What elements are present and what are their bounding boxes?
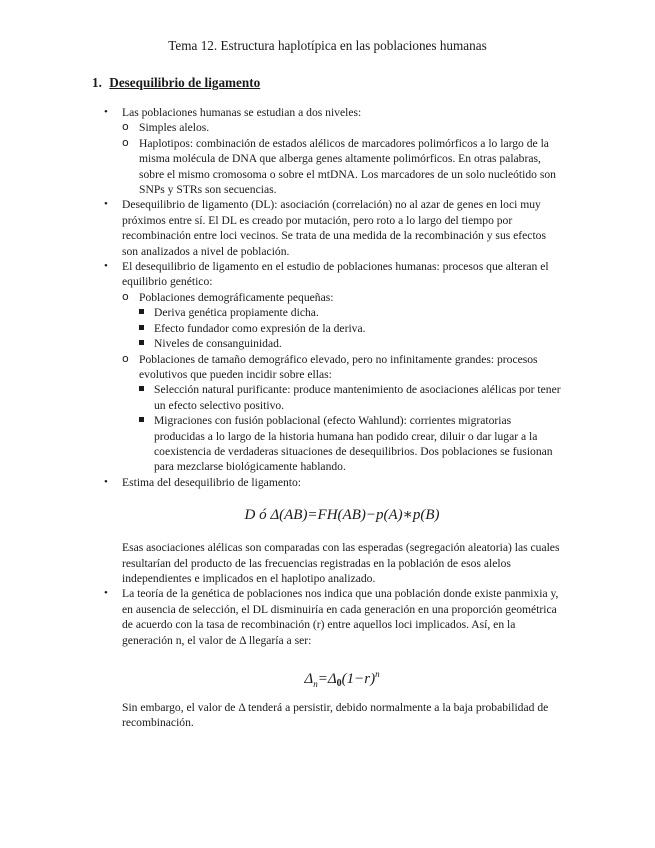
sub-list-item: [122, 290, 562, 352]
section-number: 1.: [92, 75, 102, 90]
bullet-marker: •: [104, 198, 108, 211]
sub-list-item: [122, 120, 562, 135]
sub-list: [122, 290, 562, 475]
sub-sub-list-item-text: Selección natural purificante: produce mantenimiento de asociaciones alélicas por tener un efecto selectivo positivo.: [154, 383, 561, 412]
sub-bullet-marker: o: [122, 289, 129, 303]
sub-sub-list-item: [139, 305, 562, 320]
list-item-text: Estima del desequilibrio de ligamento:: [122, 475, 302, 489]
paragraph: Sin embargo, el valor de Δ tenderá a persistir, debido normalmente a la baja probabilidad de recombinación.: [122, 701, 549, 730]
sub-bullet-marker: o: [122, 351, 129, 365]
sub-sub-list-item: [139, 336, 562, 351]
sub-sub-list-item: [139, 413, 562, 475]
sub-sub-list-item-text: Efecto fundador como expresión de la deriva.: [154, 321, 366, 335]
formula-linkage-disequilibrium: D ó Δ(AB)=FH(AB)−p(A)∗p(B): [244, 507, 440, 524]
bullet-marker: •: [104, 106, 108, 118]
list-item: [104, 259, 562, 475]
sub-list-item-text: Simples alelos.: [139, 121, 210, 135]
page-title: Tema 12. Estructura haplotípica en las poblaciones humanas: [168, 38, 487, 53]
sub-sub-list: [139, 305, 562, 351]
formula-equals: =: [317, 671, 328, 687]
bullet-list: [104, 105, 562, 490]
list-item: [104, 586, 562, 648]
formula-exponent: n: [375, 669, 380, 679]
list-item: [104, 105, 562, 197]
sub-bullet-marker: o: [122, 120, 129, 134]
formula-rhs-subscript: 0: [336, 678, 342, 689]
sub-list-item-text: Haplotipos: combinación de estados alélicos de marcadores polimórficos a lo largo de la misma molécula de DNA que alberga genes altamente polimórficos. En otras palabras, sobre el mismo cromosoma o sobre el mtDNA. Los marcadores de un solo nucleótido son SNPs y STRs son secuencias.: [139, 136, 556, 197]
sub-sub-list-item: [139, 382, 562, 413]
list-item-text: La teoría de la genética de poblaciones nos indica que una población donde existe panmixia y, en ausencia de selección, el DL disminuiría en cada generación en una proporción geométrica de acuerdo con la tasa de recombinación (r) entre aquellos loci implicados. Así, en la generación n, el valor de Δ llegaría a ser:: [122, 587, 559, 647]
formula-factor: (1−r): [341, 671, 376, 687]
sub-sub-list-item-text: Deriva genética propiamente dicha.: [154, 306, 319, 320]
list-item-text: El desequilibrio de ligamento en el estudio de poblaciones humanas: procesos que alteran el equilibrio genético:: [122, 260, 549, 289]
sub-sub-list-item-text: Migraciones con fusión poblacional (efecto Wahlund): corrientes migratorias producidas a lo largo de la historia humana han podido crear, diluir o dar lugar a la coexistencia de verdaderas situaciones de desequilibrios. Dos poblaciones se fusionan para mezclarse biológicamente hablando.: [154, 414, 553, 474]
section-heading: [92, 75, 260, 91]
sub-list: [122, 120, 562, 197]
sub-list-item-text: Poblaciones de tamaño demográfico elevado, pero no infinitamente grandes: procesos evolutivos que pueden incidir sobre ellas:: [139, 352, 538, 381]
list-item: [104, 475, 562, 490]
sub-list-item: [122, 352, 562, 475]
sub-list-item: [122, 136, 562, 198]
square-bullet-icon: [139, 340, 144, 345]
list-item-text: Las poblaciones humanas se estudian a dos niveles:: [122, 106, 362, 119]
sub-bullet-marker: o: [122, 135, 129, 149]
sub-sub-list: [139, 382, 562, 474]
section-title: Desequilibrio de ligamento: [109, 75, 261, 90]
formula-lhs-subscript: n: [313, 679, 318, 689]
bullet-marker: •: [104, 475, 108, 488]
sub-sub-list-item-text: Niveles de consanguinidad.: [154, 337, 282, 351]
document-body: [104, 105, 562, 731]
formula-lhs: Δ: [304, 671, 314, 687]
formula-rhs: Δ: [327, 671, 337, 687]
formula-decay: [122, 648, 562, 700]
paragraph: Esas asociaciones alélicas son comparadas con las esperadas (segregación aleatoria) las cuales resultarían del producto de las frecuencias registradas en la población de esos alelos independientes e implicados en el haplotipo analizado.: [122, 541, 560, 585]
square-bullet-icon: [139, 417, 144, 422]
bullet-marker: •: [104, 260, 108, 273]
list-item-text: Desequilibrio de ligamento (DL): asociación (correlación) no al azar de genes en loci muy próximos entre sí. El DL es creado por mutación, pero roto a lo largo del tiempo por recombinación entre loci vecinos. Se trata de una medida de la recombinación y sus efectos son analizados a nivel de población.: [122, 198, 546, 258]
square-bullet-icon: [139, 325, 144, 330]
bullet-list: [104, 586, 562, 648]
bullet-marker: •: [104, 587, 108, 600]
sub-list-item-text: Poblaciones demográficamente pequeñas:: [139, 290, 334, 304]
list-item: [104, 197, 562, 259]
sub-sub-list-item: [139, 321, 562, 336]
square-bullet-icon: [139, 309, 144, 314]
square-bullet-icon: [139, 386, 144, 391]
